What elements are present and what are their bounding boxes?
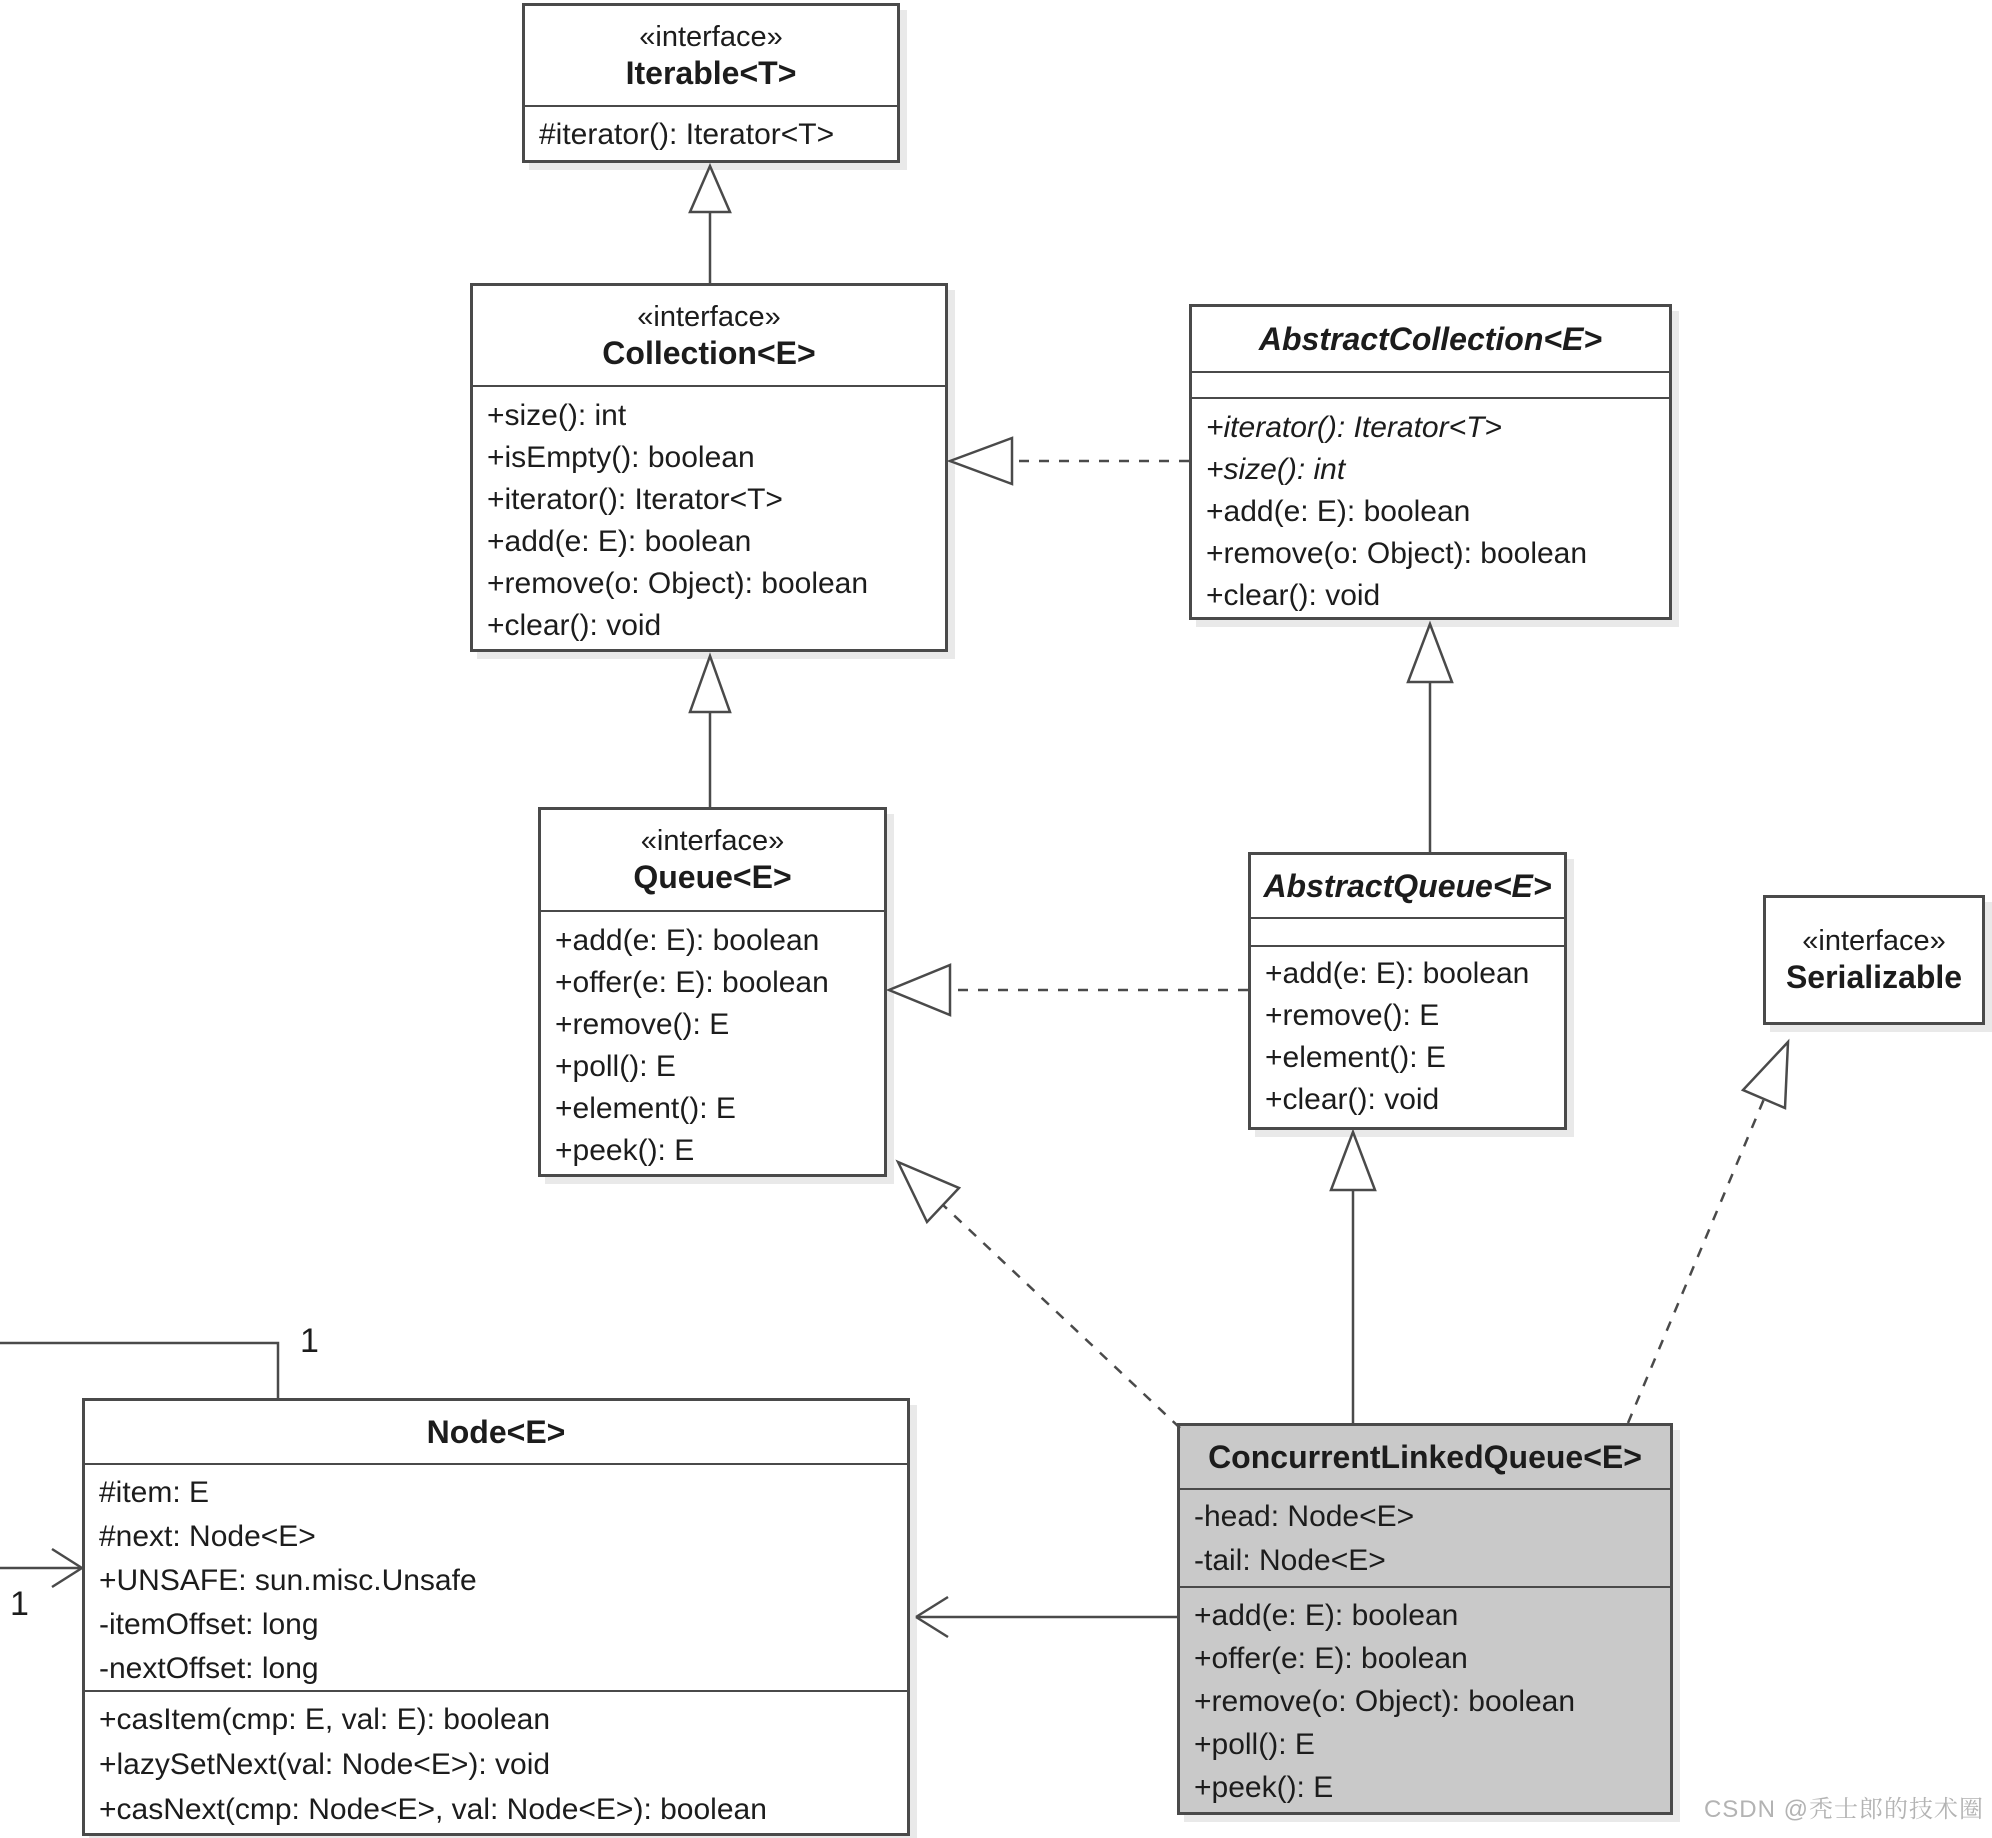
method-line: +remove(): E — [1265, 999, 1440, 1032]
method-line: +size(): int — [1206, 453, 1346, 486]
iterable-title — [525, 6, 897, 105]
class-box-serializable — [1763, 895, 1985, 1025]
method-line: +remove(o: Object): boolean — [487, 567, 869, 600]
abstract-collection-attributes-empty — [1192, 371, 1669, 397]
method-line: +clear(): void — [487, 609, 662, 642]
class-box-abstract-queue — [1248, 852, 1567, 1130]
queue-stereotype: «interface» — [640, 825, 785, 857]
method-line: +peek(): E — [555, 1134, 695, 1167]
method-line: +remove(o: Object): boolean — [1206, 537, 1588, 570]
generalization-clq-to-abstract-queue — [1331, 1132, 1375, 1423]
class-box-iterable — [522, 3, 900, 163]
attribute-line: -tail: Node<E> — [1194, 1544, 1386, 1577]
class-box-concurrent-linked-queue — [1177, 1423, 1673, 1815]
generalization-abstract-queue-to-abstract-collection — [1408, 624, 1452, 852]
realization-clq-to-serializable — [1628, 1042, 1788, 1423]
concurrent-linked-queue-name: ConcurrentLinkedQueue<E> — [1208, 1439, 1642, 1475]
method-line: +casNext(cmp: Node<E>, val: Node<E>): boolean — [99, 1793, 767, 1826]
association-clq-to-node — [916, 1597, 1177, 1637]
generalization-queue-to-collection — [690, 656, 730, 807]
method-line: +offer(e: E): boolean — [1194, 1642, 1468, 1675]
method-line: +add(e: E): boolean — [1206, 495, 1471, 528]
queue-name: Queue<E> — [633, 859, 792, 895]
method-line: +element(): E — [1265, 1041, 1446, 1074]
queue-methods — [541, 910, 884, 1174]
method-line: +iterator(): Iterator<T> — [487, 483, 783, 516]
attribute-line: #item: E — [99, 1476, 210, 1509]
method-line: #iterator(): Iterator<T> — [539, 118, 835, 151]
abstract-queue-title — [1251, 855, 1564, 917]
abstract-collection-name: AbstractCollection<E> — [1258, 321, 1603, 357]
method-line: +size(): int — [487, 399, 627, 432]
method-line: +casItem(cmp: E, val: E): boolean — [99, 1703, 551, 1736]
concurrent-linked-queue-methods — [1180, 1586, 1670, 1813]
method-line: +add(e: E): boolean — [555, 924, 820, 957]
watermark-text: CSDN @秃士郎的技术圈 — [1703, 1796, 1984, 1823]
method-line: +remove(o: Object): boolean — [1194, 1685, 1576, 1718]
collection-name: Collection<E> — [602, 334, 816, 371]
concurrent-linked-queue-attributes — [1180, 1488, 1670, 1586]
attribute-line: +UNSAFE: sun.misc.Unsafe — [99, 1564, 477, 1597]
concurrent-linked-queue-title — [1180, 1426, 1670, 1488]
class-box-queue — [538, 807, 887, 1177]
node-name: Node<E> — [426, 1414, 566, 1450]
realization-clq-to-queue — [898, 1162, 1180, 1428]
class-box-abstract-collection — [1189, 304, 1672, 620]
abstract-queue-methods — [1251, 945, 1564, 1127]
method-line: +element(): E — [555, 1092, 736, 1125]
collection-methods — [473, 385, 945, 649]
class-box-collection — [470, 283, 948, 652]
attribute-line: -itemOffset: long — [99, 1608, 319, 1641]
method-line: +remove(): E — [555, 1008, 730, 1041]
iterable-methods — [525, 105, 897, 160]
realization-abstract-collection-to-collection — [950, 438, 1189, 484]
association-node-self-top — [0, 1343, 278, 1398]
realization-abstract-queue-to-queue — [889, 965, 1248, 1015]
method-line: +add(e: E): boolean — [487, 525, 752, 558]
attribute-line: -nextOffset: long — [99, 1652, 319, 1685]
serializable-name: Serializable — [1785, 959, 1963, 995]
collection-title — [473, 286, 945, 385]
multiplicity-label: 1 — [300, 1322, 319, 1360]
method-line: +lazySetNext(val: Node<E>): void — [99, 1748, 551, 1781]
multiplicity-label: 1 — [10, 1585, 29, 1623]
method-line: +clear(): void — [1206, 579, 1381, 612]
collection-stereotype: «interface» — [637, 300, 781, 333]
association-node-self-left — [0, 1549, 82, 1587]
method-line: +clear(): void — [1265, 1083, 1440, 1116]
abstract-queue-attributes-empty — [1251, 917, 1564, 945]
method-line: +poll(): E — [555, 1050, 676, 1083]
method-line: +add(e: E): boolean — [1194, 1599, 1459, 1632]
method-line: +add(e: E): boolean — [1265, 957, 1530, 990]
serializable-title — [1766, 898, 1982, 1022]
class-box-node — [82, 1398, 910, 1836]
node-attributes — [85, 1463, 907, 1690]
generalization-collection-to-iterable — [690, 166, 730, 283]
serializable-stereotype: «interface» — [1802, 925, 1946, 957]
queue-title — [541, 810, 884, 910]
method-line: +offer(e: E): boolean — [555, 966, 829, 999]
abstract-queue-name: AbstractQueue<E> — [1263, 868, 1552, 904]
attribute-line: #next: Node<E> — [99, 1520, 316, 1553]
abstract-collection-title — [1192, 307, 1669, 371]
method-line: +peek(): E — [1194, 1771, 1334, 1804]
method-line: +isEmpty(): boolean — [487, 441, 755, 474]
iterable-name: Iterable<T> — [625, 54, 797, 91]
method-line: +iterator(): Iterator<T> — [1206, 411, 1502, 444]
iterable-stereotype: «interface» — [639, 20, 783, 53]
node-methods — [85, 1690, 907, 1833]
abstract-collection-methods — [1192, 397, 1669, 617]
attribute-line: -head: Node<E> — [1194, 1500, 1415, 1533]
node-title — [85, 1401, 907, 1463]
method-line: +poll(): E — [1194, 1728, 1315, 1761]
